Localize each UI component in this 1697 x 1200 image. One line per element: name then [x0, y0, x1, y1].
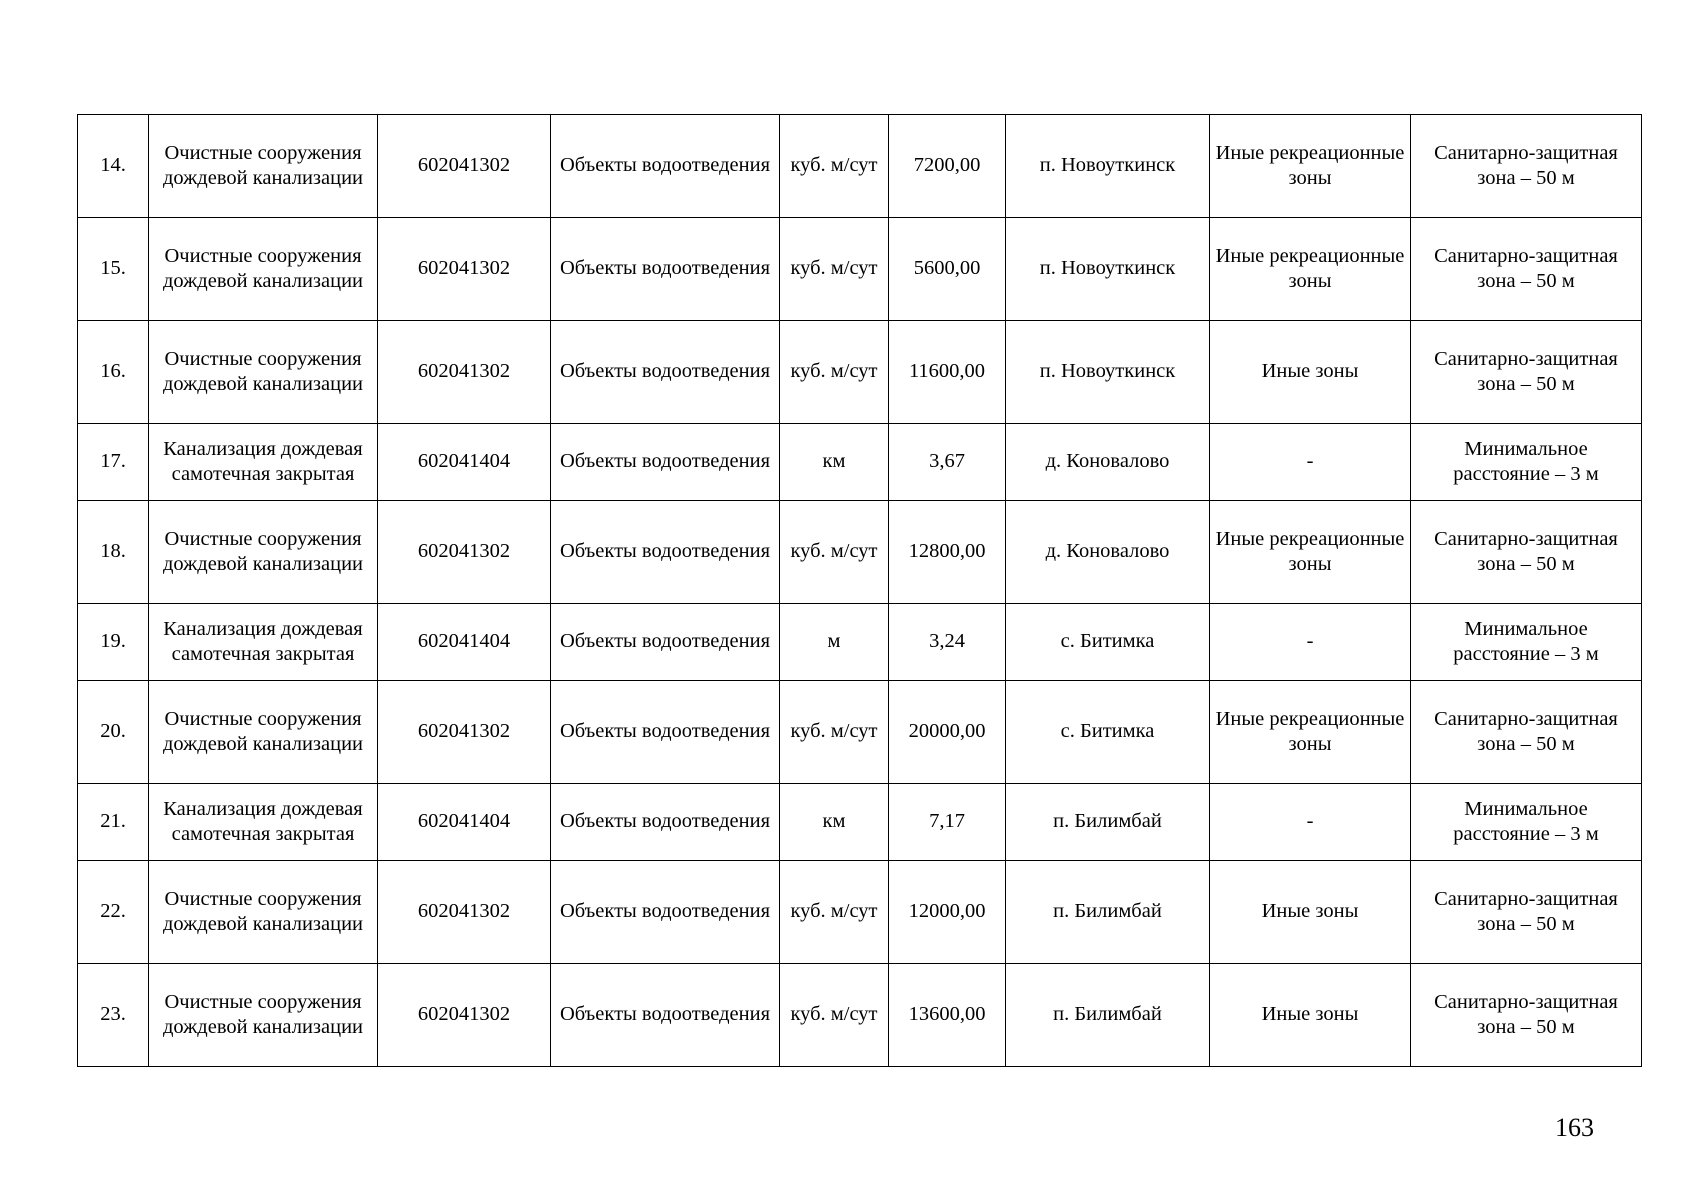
functional-zone: - — [1210, 604, 1411, 681]
functional-zone: Иные рекреационные зоны — [1210, 115, 1411, 218]
row-number: 14. — [78, 115, 149, 218]
restriction: Санитарно-защитная зона – 50 м — [1411, 861, 1642, 964]
table-row — [78, 604, 1642, 681]
unit: куб. м/сут — [780, 861, 889, 964]
restriction: Санитарно-защитная зона – 50 м — [1411, 218, 1642, 321]
unit: км — [780, 784, 889, 861]
capacity-value: 5600,00 — [889, 218, 1006, 321]
capacity-value: 3,24 — [889, 604, 1006, 681]
unit: куб. м/сут — [780, 681, 889, 784]
objects-table — [77, 114, 1642, 1067]
object-code: 602041404 — [378, 604, 551, 681]
location: п. Новоуткинск — [1006, 321, 1210, 424]
functional-zone: - — [1210, 784, 1411, 861]
functional-zone: Иные рекреационные зоны — [1210, 218, 1411, 321]
location: п. Новоуткинск — [1006, 115, 1210, 218]
row-number: 15. — [78, 218, 149, 321]
capacity-value: 13600,00 — [889, 964, 1006, 1067]
row-number: 16. — [78, 321, 149, 424]
restriction: Минимальное расстояние – 3 м — [1411, 424, 1642, 501]
functional-zone: Иные зоны — [1210, 321, 1411, 424]
object-type: Объекты водоотведения — [551, 964, 780, 1067]
restriction: Санитарно-защитная зона – 50 м — [1411, 321, 1642, 424]
object-type: Объекты водоотведения — [551, 424, 780, 501]
table-row — [78, 861, 1642, 964]
object-type: Объекты водоотведения — [551, 501, 780, 604]
object-code: 602041404 — [378, 424, 551, 501]
capacity-value: 7,17 — [889, 784, 1006, 861]
location: п. Билимбай — [1006, 964, 1210, 1067]
row-number: 17. — [78, 424, 149, 501]
object-name: Очистные сооружения дождевой канализации — [149, 501, 378, 604]
table-row — [78, 681, 1642, 784]
unit: куб. м/сут — [780, 218, 889, 321]
table-row — [78, 321, 1642, 424]
capacity-value: 20000,00 — [889, 681, 1006, 784]
unit: куб. м/сут — [780, 501, 889, 604]
table-row — [78, 218, 1642, 321]
object-name: Канализация дождевая самотечная закрытая — [149, 604, 378, 681]
restriction: Санитарно-защитная зона – 50 м — [1411, 501, 1642, 604]
capacity-value: 12800,00 — [889, 501, 1006, 604]
row-number: 21. — [78, 784, 149, 861]
functional-zone: Иные зоны — [1210, 861, 1411, 964]
functional-zone: Иные рекреационные зоны — [1210, 501, 1411, 604]
row-number: 22. — [78, 861, 149, 964]
functional-zone: Иные рекреационные зоны — [1210, 681, 1411, 784]
restriction: Минимальное расстояние – 3 м — [1411, 784, 1642, 861]
table-row — [78, 784, 1642, 861]
table-row — [78, 115, 1642, 218]
object-code: 602041302 — [378, 964, 551, 1067]
location: д. Коновалово — [1006, 501, 1210, 604]
object-type: Объекты водоотведения — [551, 604, 780, 681]
capacity-value: 11600,00 — [889, 321, 1006, 424]
object-name: Канализация дождевая самотечная закрытая — [149, 784, 378, 861]
functional-zone: Иные зоны — [1210, 964, 1411, 1067]
row-number: 19. — [78, 604, 149, 681]
object-name: Очистные сооружения дождевой канализации — [149, 115, 378, 218]
restriction: Санитарно-защитная зона – 50 м — [1411, 681, 1642, 784]
capacity-value: 7200,00 — [889, 115, 1006, 218]
location: с. Битимка — [1006, 604, 1210, 681]
unit: куб. м/сут — [780, 964, 889, 1067]
table-row — [78, 964, 1642, 1067]
object-code: 602041404 — [378, 784, 551, 861]
object-name: Очистные сооружения дождевой канализации — [149, 321, 378, 424]
object-type: Объекты водоотведения — [551, 115, 780, 218]
restriction: Минимальное расстояние – 3 м — [1411, 604, 1642, 681]
capacity-value: 3,67 — [889, 424, 1006, 501]
restriction: Санитарно-защитная зона – 50 м — [1411, 115, 1642, 218]
location: п. Новоуткинск — [1006, 218, 1210, 321]
object-type: Объекты водоотведения — [551, 784, 780, 861]
unit: км — [780, 424, 889, 501]
location: с. Битимка — [1006, 681, 1210, 784]
restriction: Санитарно-защитная зона – 50 м — [1411, 964, 1642, 1067]
object-code: 602041302 — [378, 861, 551, 964]
object-code: 602041302 — [378, 501, 551, 604]
page-number: 163 — [1555, 1113, 1594, 1142]
table-row — [78, 424, 1642, 501]
location: п. Билимбай — [1006, 784, 1210, 861]
object-code: 602041302 — [378, 218, 551, 321]
object-name: Канализация дождевая самотечная закрытая — [149, 424, 378, 501]
object-code: 602041302 — [378, 115, 551, 218]
object-name: Очистные сооружения дождевой канализации — [149, 964, 378, 1067]
table-body — [78, 115, 1642, 1067]
row-number: 20. — [78, 681, 149, 784]
row-number: 23. — [78, 964, 149, 1067]
location: п. Билимбай — [1006, 861, 1210, 964]
object-name: Очистные сооружения дождевой канализации — [149, 218, 378, 321]
object-type: Объекты водоотведения — [551, 861, 780, 964]
object-type: Объекты водоотведения — [551, 681, 780, 784]
object-type: Объекты водоотведения — [551, 218, 780, 321]
object-name: Очистные сооружения дождевой канализации — [149, 681, 378, 784]
object-name: Очистные сооружения дождевой канализации — [149, 861, 378, 964]
functional-zone: - — [1210, 424, 1411, 501]
object-code: 602041302 — [378, 321, 551, 424]
row-number: 18. — [78, 501, 149, 604]
unit: м — [780, 604, 889, 681]
table-row — [78, 501, 1642, 604]
location: д. Коновалово — [1006, 424, 1210, 501]
unit: куб. м/сут — [780, 115, 889, 218]
object-type: Объекты водоотведения — [551, 321, 780, 424]
object-code: 602041302 — [378, 681, 551, 784]
unit: куб. м/сут — [780, 321, 889, 424]
capacity-value: 12000,00 — [889, 861, 1006, 964]
